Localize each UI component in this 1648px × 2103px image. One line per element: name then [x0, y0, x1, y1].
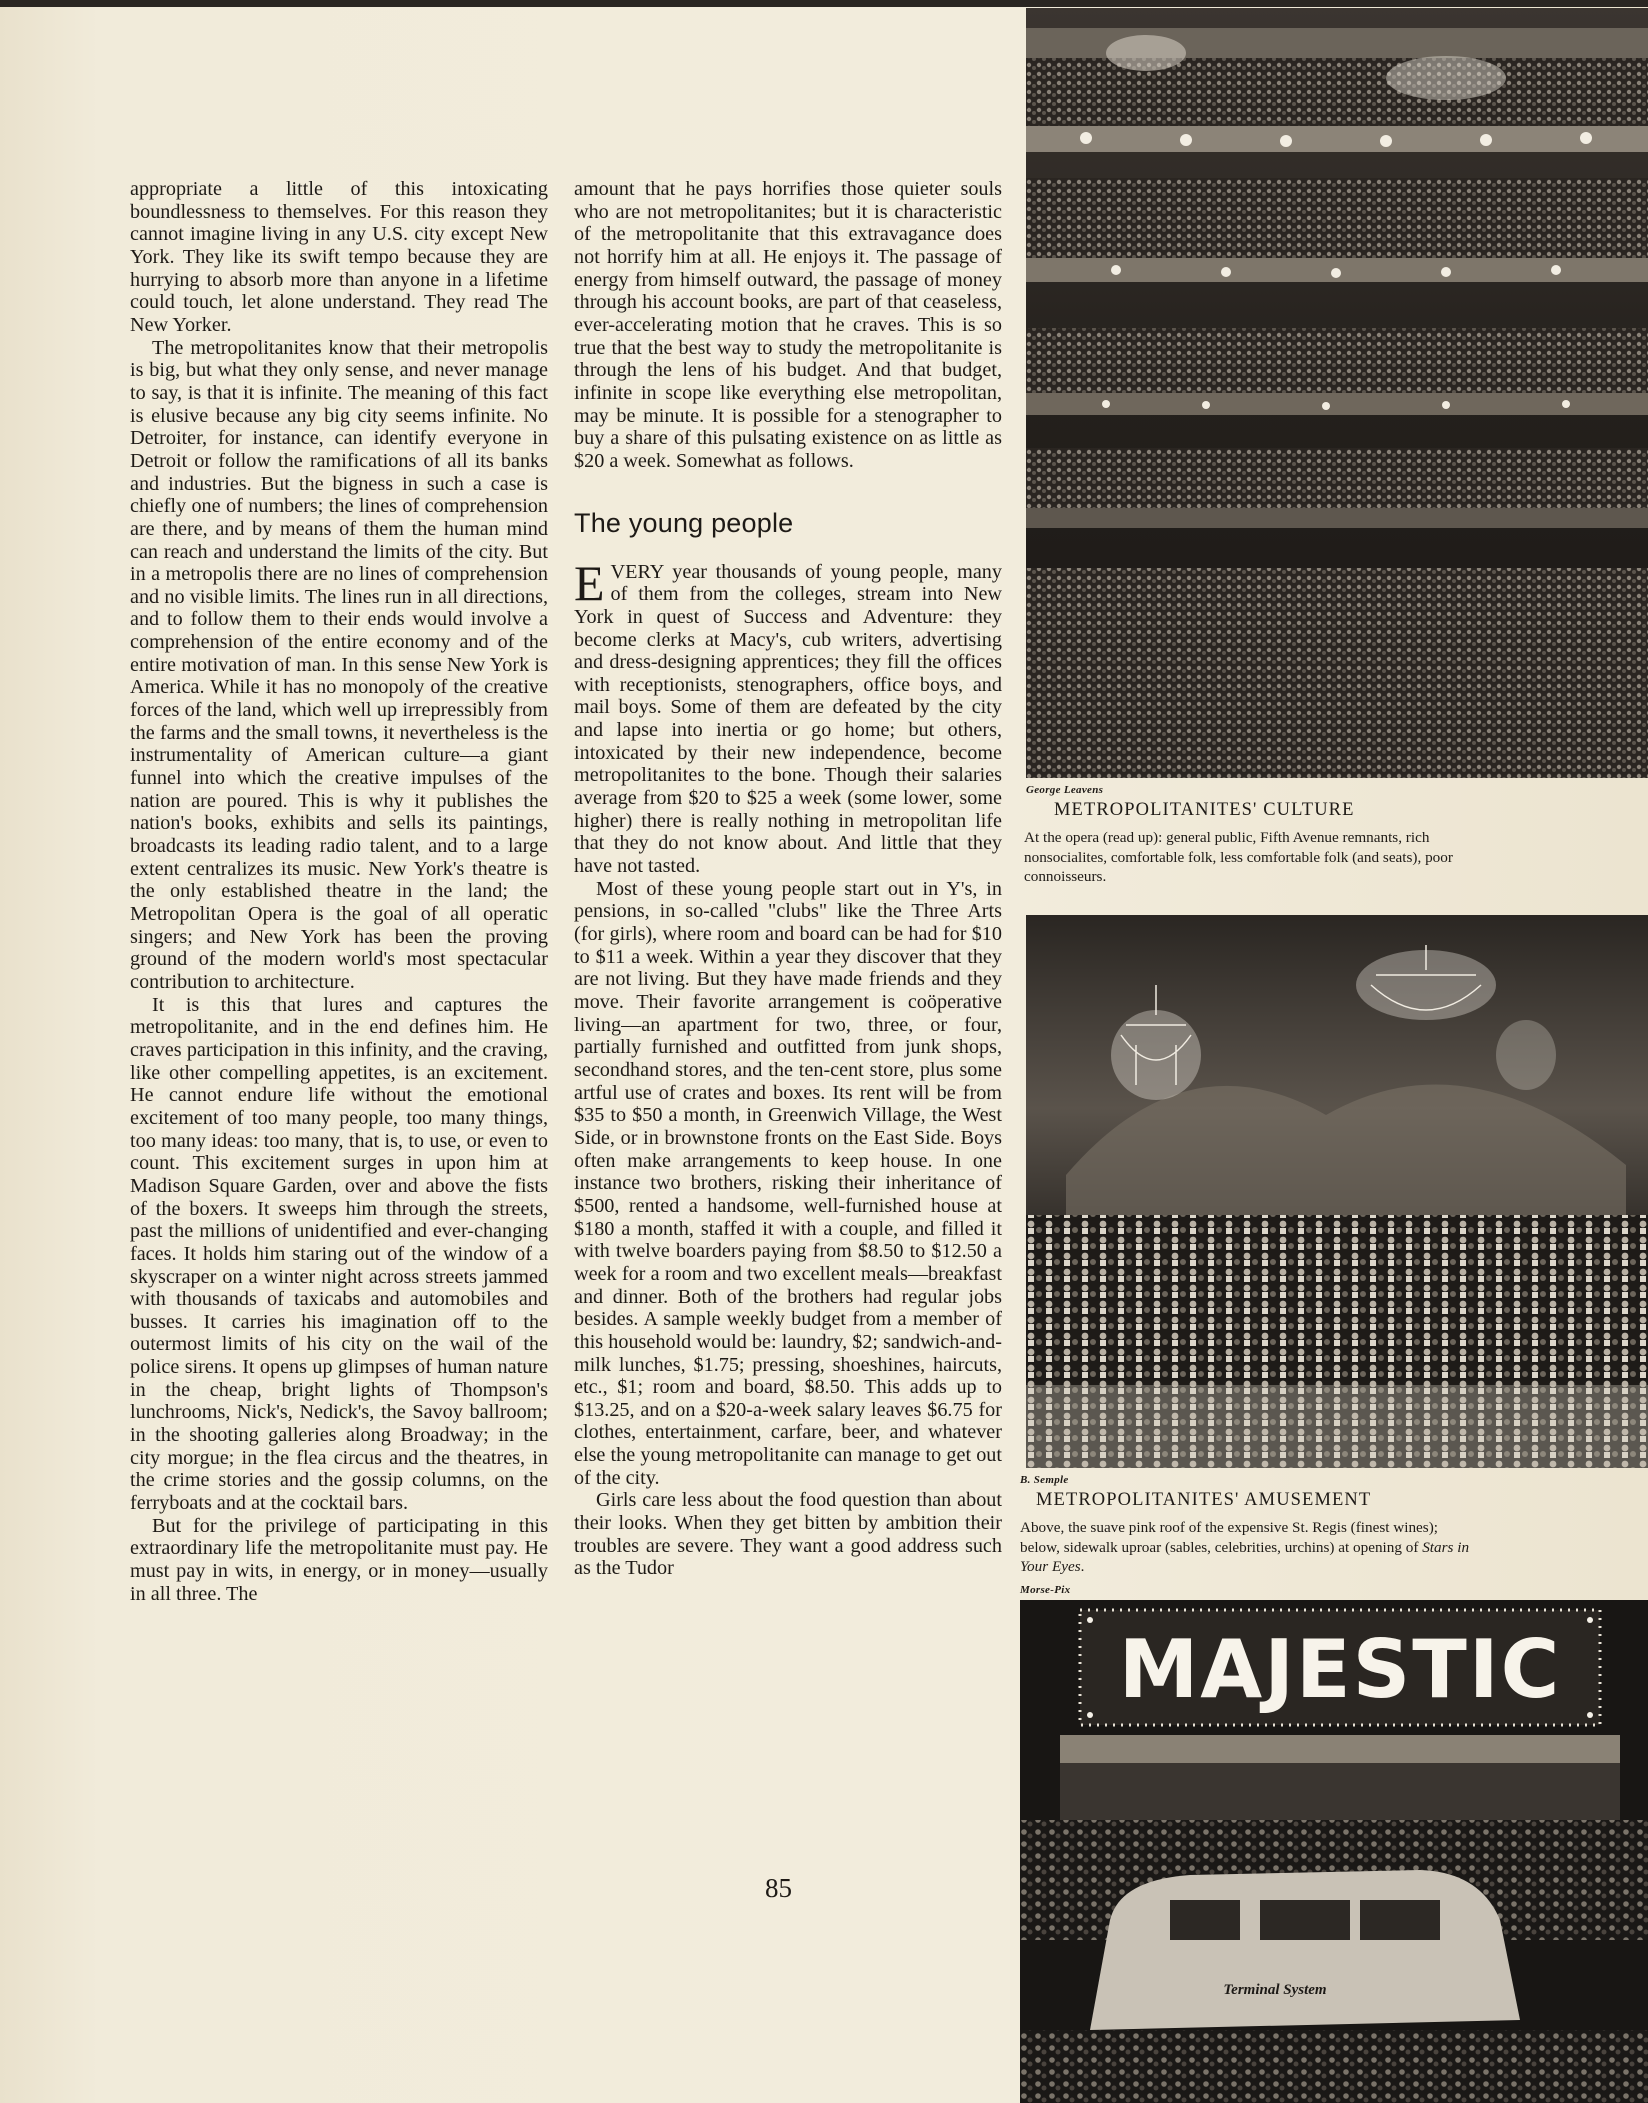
paragraph: Girls care less about the food question than about their looks. When they get bitten by ambition their troubles are severe. They want a good address such as the Tudor — [574, 1489, 1002, 1580]
text-column-middle — [574, 178, 1002, 1580]
photo-credit: George Leavens — [1026, 784, 1104, 796]
show-title: Stars in Your Eyes — [1020, 1538, 1470, 1575]
photo-credit: Morse-Pix — [1020, 1584, 1071, 1596]
caption-text: . — [1080, 1558, 1085, 1575]
marquee-sign: MAJESTIC — [1118, 1623, 1562, 1716]
taxi-door-text: Terminal System — [1223, 1982, 1327, 1998]
page-number: 85 — [765, 1873, 792, 1903]
paragraph: It is this that lures and captures the metropolitanite, and in the end defines him. He craves participation in this infinity, and the craving, like other compelling appetites, is an excitement. He cannot endure life without the emotional excitement of too many people, too many things, too many ideas: too many, that is, to use, or even to count. This excitement surges in upon him at Madison Square Garden, over and above the fists of the boxers. It sweeps him through the streets, past the millions of unidentified and ever-changing faces. It holds him staring out of the window of a skyscraper on a winter night across streets jammed with thousands of taxicabs and automobiles and busses. It carries his imagination off to the outermost limits of his city on the wail of the police sirens. It opens up glimpses of human nature in the cheap, bright lights of Thompson's lunchrooms, Nick's, Nedick's, the Savoy ballroom; in the shooting galleries along Broadway; in the city morgue; in the flea circus and the theatres, in the crime stories and the gossip columns, on the ferryboats and at the cocktail bars. — [130, 993, 548, 1515]
paragraph: Most of these young people start out in Y's, in pensions, in so-called "clubs" like the Three Arts (for girls), where room and board can be had for $10 to $11 a week. Within a year they discover that they are not living. But they have made friends and they move. Their favorite arrangement is coöperative living—an apartment for two, three, or four, partially furnished and outfitted from junk shops, secondhand stores, and the ten-cent store, plus some artful use of crates and boxes. Its rent will be from $35 to $50 a month, in Greenwich Village, the West Side, or in brownstone fronts on the East Side. Boys often make arrangements to keep house. In one instance two brothers, risking their inheritance of $500, rented a handsome, well-furnished house at $180 a month, staffed it with a couple, and filled it with twelve boarders paying from $8.50 to $12.50 a week for a room and two excellent meals—breakfast and dinner. Both of the brothers had regular jobs besides. A sample weekly budget from a member of this household would be: laundry, $2; sandwich-and-milk lunches, $1.75; pressing, shoeshines, haircuts, etc., $1; room and board, $8.50. This adds up to $13.25, and on a $20-a-week salary leaves $6.75 for clothes, entertainment, carfare, beer, and whatever else the young metropolitanite can manage to get out of the city. — [574, 877, 1002, 1489]
caption-text: Above, the suave pink roof of the expensive St. Regis (finest wines); below, sidewalk uproar (sables, celebrities, urchins) at opening of — [1020, 1519, 1438, 1556]
caption-body — [1020, 1518, 1470, 1577]
caption-title: METROPOLITANITES' CULTURE — [1054, 800, 1355, 820]
section-heading: The young people — [574, 507, 794, 538]
paragraph: But for the privilege of participating in this extraordinary life the metropolitanite must pay. He must pay in wits, in energy, or in money—usually in all three. The — [130, 1514, 548, 1605]
paragraph: The metropolitanites know that their metropolis is big, but what they only sense, and never manage to say, is that it is infinite. The meaning of this fact is elusive because any big city seems infinite. No Detroiter, for instance, can identify everyone in Detroit or follow the ramifications of all its banks and industries. But the bigness in such a case is chiefly one of numbers; the lines of comprehension are there, and by means of them the human mind can reach and understand the limits of the city. But in a metropolis there are no lines of comprehension and no visible limits. The lines run in all directions, and to follow them to their ends would involve a comprehension of the entire economy and of the entire motivation of man. In this sense New York is America. While it has no monopoly of the creative forces of the land, which well up irrepressibly from the farms and the small towns, it nevertheless is the instrumentality of American culture—a giant funnel into which the creative impulses of the nation are poured. This is why it publishes the nation's books, exhibits and sells its paintings, broadcasts its leading radio talent, and to a large extent centralizes its music. New York's theatre is the only established theatre in the land; the Metropolitan Opera is the goal of all operatic singers; and New York has been the proving ground of the modern world's most spectacular contribution to architecture. — [130, 336, 548, 993]
lead-paragraph — [574, 554, 1002, 878]
lead-text: VERY year thousands of young people, many of them from the colleges, stream into New York in quest of Success and Adventure: they become clerks at Macy's, cub writers, advertising and dress-designing apprentices; they fill the offices with receptionists, stenographers, office boys, and mail boys. Some of them are defeated by the city and lapse into inertia or go home; but others, intoxicated by their new independence, become metropolitanites to the bone. Though their salaries average from $20 to $25 a week (some lower, some higher) there is really nothing in metropolitan life that they do not know about. And little that they have not tasted. — [574, 560, 1002, 878]
paragraph: amount that he pays horrifies those quieter souls who are not metropolitanites; but it is characteristic of the metropolitanite that this extravagance does not horrify him at all. He enjoys it. The passage of energy from himself outward, the passage of money through his account books, are part of that ceaseless, ever-accelerating motion that he craves. This is so true that the best way to study the metropolitanite is through the lens of his budget. And that budget, infinite in scope like everything else metropolitan, may be minute. It is possible for a stenographer to buy a share of this pulsating existence on as little as $20 a week. Somewhat as follows. — [574, 178, 1002, 472]
caption-title: METROPOLITANITES' AMUSEMENT — [1036, 1490, 1372, 1510]
top-edge-shadow — [0, 0, 1648, 7]
text-column-left — [130, 178, 548, 1605]
drop-cap: E — [574, 554, 605, 611]
paragraph: appropriate a little of this intoxicating boundlessness to themselves. For this reason they cannot imagine living in any U.S. city except New York. They like its swift tempo because they are hurrying to absorb more than anyone in a lifetime could touch, let alone understand. They read The New Yorker. — [130, 178, 548, 336]
caption-body: At the opera (read up): general public, Fifth Avenue remnants, rich nonsocialites, comfortable folk, less comfortable folk (and seats), poor connoisseurs. — [1024, 829, 1453, 885]
opera-house-photo — [1026, 8, 1648, 778]
ballroom-photo — [1026, 915, 1648, 1468]
majestic-theatre-photo — [1020, 1600, 1648, 2103]
photo-credit: B. Semple — [1020, 1474, 1069, 1486]
